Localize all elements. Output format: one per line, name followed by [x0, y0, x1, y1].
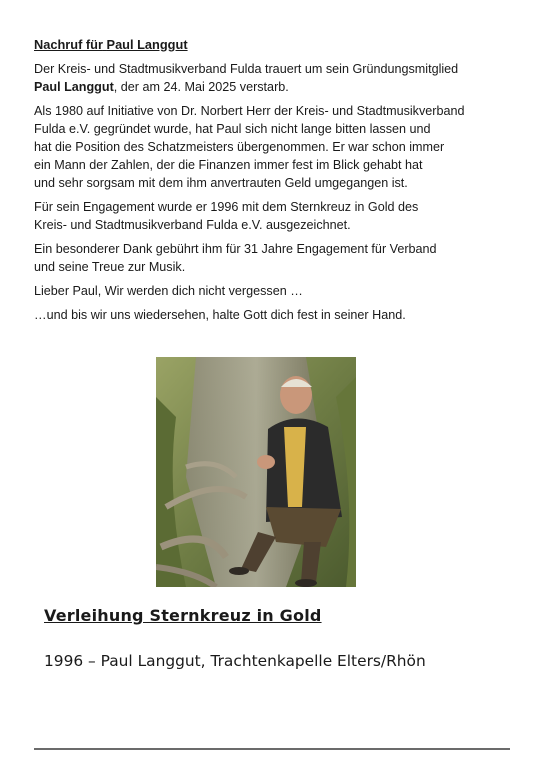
intro-rest: , der am 24. Mai 2025 verstarb.	[113, 80, 289, 94]
obituary-paragraph-blessing: …und bis wir uns wiedersehen, halte Gott dich fest in seiner Hand.	[34, 308, 406, 322]
thanks-line: Ein besonderer Dank gebührt ihm für 31 Jahre Engagement für Verband	[34, 242, 437, 256]
intro-line: Der Kreis- und Stadtmusikverband Fulda trauert um sein Gründungsmitglied	[34, 62, 459, 76]
portrait-photo	[156, 357, 356, 587]
obituary-title	[34, 36, 514, 54]
obituary-paragraph-award	[34, 198, 514, 234]
deceased-name: Paul Langgut	[34, 80, 114, 94]
obituary-paragraph-farewell: Lieber Paul, Wir werden dich nicht vergessen …	[34, 284, 303, 298]
history-line: und sehr sorgsam mit dem ihm anvertrauten Geld umgegangen ist.	[34, 176, 408, 190]
portrait-illustration	[156, 357, 356, 587]
award-line: Kreis- und Stadtmusikverband Fulda e.V. ausgezeichnet.	[34, 218, 351, 232]
award-line: Für sein Engagement wurde er 1996 mit dem Sternkreuz in Gold des	[34, 200, 419, 214]
obituary-paragraph-thanks	[34, 240, 514, 276]
history-line: ein Mann der Zahlen, der die Finanzen immer fest im Blick gehabt hat	[34, 158, 423, 172]
history-line: Als 1980 auf Initiative von Dr. Norbert Herr der Kreis- und Stadtmusikverband	[34, 104, 465, 118]
obituary-title-name: Paul Langgut	[106, 37, 188, 52]
obituary-section	[34, 36, 514, 330]
footer-divider	[34, 748, 510, 750]
award-entry: 1996 – Paul Langgut, Trachtenkapelle Elters/Rhön	[44, 652, 426, 670]
award-heading: Verleihung Sternkreuz in Gold	[44, 606, 322, 625]
history-line: hat die Position des Schatzmeisters übergenommen. Er war schon immer	[34, 140, 445, 154]
obituary-title-prefix: Nachruf für	[34, 37, 103, 52]
history-line: Fulda e.V. gegründet wurde, hat Paul sich nicht lange bitten lassen und	[34, 122, 431, 136]
obituary-paragraph-history	[34, 102, 514, 192]
thanks-line: und seine Treue zur Musik.	[34, 260, 186, 274]
obituary-paragraph-intro	[34, 60, 514, 96]
